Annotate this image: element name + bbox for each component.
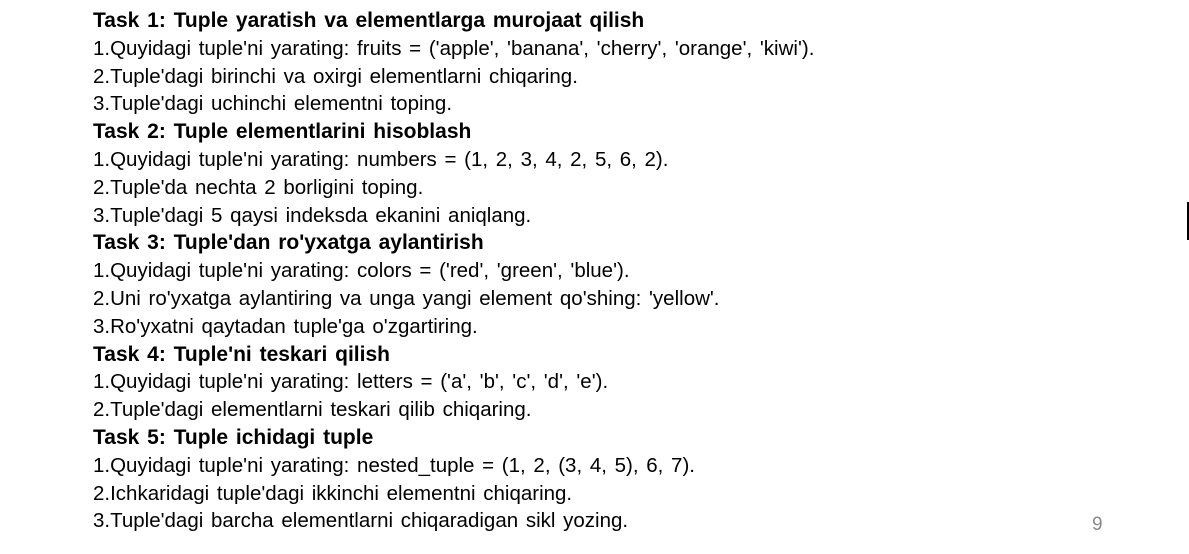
task-line: 3.Tuple'dagi uchinchi elementni toping. [93, 92, 453, 116]
task-1 [93, 7, 1143, 118]
task-line: 1.Quyidagi tuple'ni yarating: colors = ('red', 'green', 'blue'). [93, 259, 630, 283]
task-heading: Task 1: Tuple yaratish va elementlarga murojaat qilish [93, 9, 645, 32]
task-line: 3.Tuple'dagi 5 qaysi indeksda ekanini aniqlang. [93, 203, 532, 227]
page-number: 9 [1092, 514, 1103, 535]
task-line: 3.Tuple'dagi barcha elementlarni chiqaradigan sikl yozing. [93, 509, 629, 533]
task-4 [93, 341, 1143, 424]
task-3 [93, 229, 1143, 340]
task-2 [93, 118, 1143, 229]
task-line: 2.Tuple'dagi elementlarni teskari qilib chiqaring. [93, 398, 532, 422]
task-heading: Task 2: Tuple elementlarini hisoblash [93, 120, 472, 144]
task-heading: Task 5: Tuple ichidagi tuple [93, 425, 374, 449]
task-5 [93, 424, 1143, 535]
task-line: 3.Ro'yxatni qaytadan tuple'ga o'zgartiring. [93, 314, 478, 338]
task-heading: Task 3: Tuple'dan ro'yxatga aylantirish [93, 231, 484, 255]
task-line: 1.Quyidagi tuple'ni yarating: numbers = (1, 2, 3, 4, 2, 5, 6, 2). [93, 147, 669, 171]
task-line: 1.Quyidagi tuple'ni yarating: nested_tuple = (1, 2, (3, 4, 5), 6, 7). [93, 453, 695, 477]
task-line: 1.Quyidagi tuple'ni yarating: fruits = ('apple', 'banana', 'cherry', 'orange', 'kiwi'). [93, 36, 815, 60]
task-line: 2.Ichkaridagi tuple'dagi ikkinchi elementni chiqaring. [93, 481, 573, 505]
task-heading: Task 4: Tuple'ni teskari qilish [93, 342, 390, 366]
task-line: 1.Quyidagi tuple'ni yarating: letters = ('a', 'b', 'c', 'd', 'e'). [93, 370, 609, 394]
task-line: 2.Tuple'da nechta 2 borligini toping. [93, 175, 424, 199]
task-line: 2.Uni ro'yxatga aylantiring va unga yangi element qo'shing: 'yellow'. [93, 286, 720, 310]
task-line: 2.Tuple'dagi birinchi va oxirgi elementlarni chiqaring. [93, 64, 578, 88]
slide-content [93, 7, 1143, 535]
